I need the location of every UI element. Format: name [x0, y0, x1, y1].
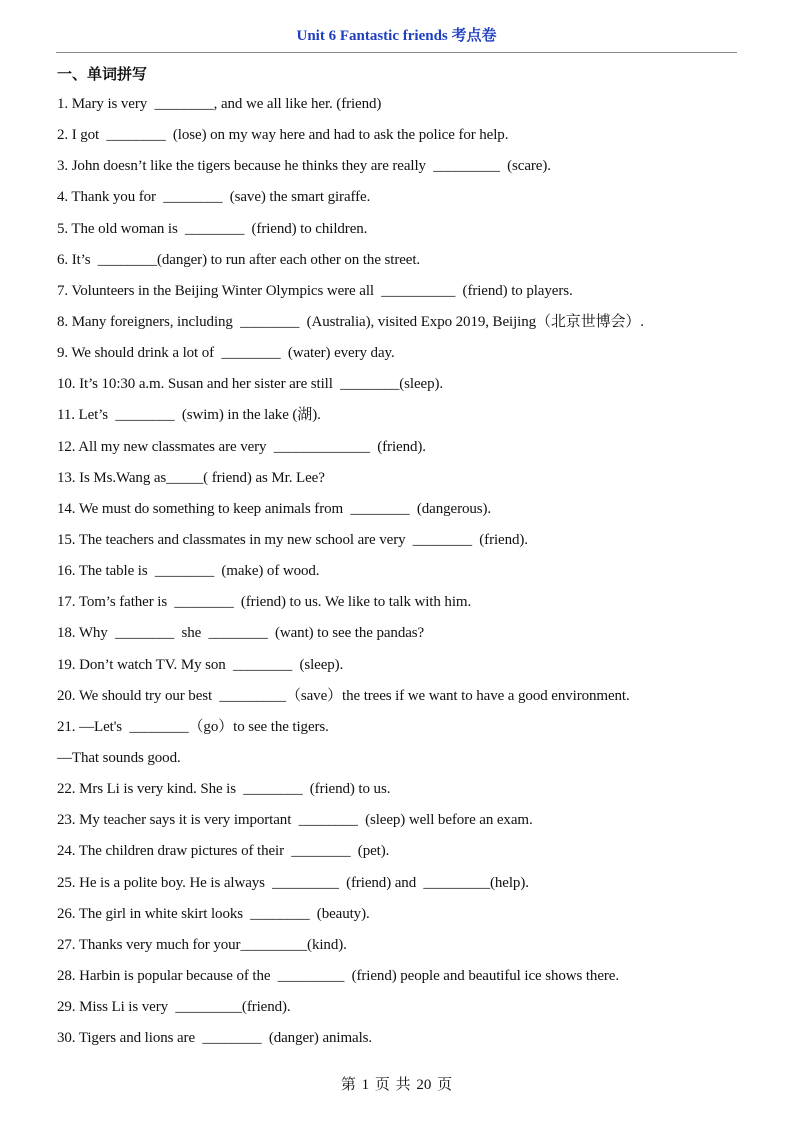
question-item: 14. We must do something to keep animals from ________ (dangerous).	[57, 500, 492, 517]
question-item: 26. The girl in white skirt looks ________ (beauty).	[57, 905, 370, 922]
question-item: 10. It’s 10:30 a.m. Susan and her sister are still ________(sleep).	[57, 376, 444, 393]
question-item: 27. Thanks very much for your_________(kind).	[57, 936, 347, 953]
question-list	[57, 93, 737, 1058]
question-item: 29. Miss Li is very _________(friend).	[57, 999, 291, 1016]
page-number: 第 1 页 共 20 页	[340, 1077, 453, 1093]
question-item: 20. We should try our best _________（save）the trees if we want to have a good environment.	[57, 687, 630, 704]
question-item: 15. The teachers and classmates in my new school are very ________ (friend).	[57, 531, 528, 548]
section-heading: 一、单词拼写	[57, 67, 148, 83]
header-divider	[56, 52, 737, 53]
question-item: 24. The children draw pictures of their ________ (pet).	[57, 843, 390, 860]
question-item: 6. It’s ________(danger) to run after each other on the street.	[57, 251, 421, 268]
document-title: Unit 6 Fantastic friends 考点卷	[296, 28, 497, 44]
question-item: 3. John doesn’t like the tigers because he thinks they are really _________ (scare).	[57, 158, 551, 175]
question-item: 9. We should drink a lot of ________ (water) every day.	[57, 345, 395, 362]
question-item: 30. Tigers and lions are ________ (danger) animals.	[57, 1030, 373, 1047]
question-item: 18. Why ________ she ________ (want) to see the pandas?	[57, 625, 425, 642]
question-item: 19. Don’t watch TV. My son ________ (sleep).	[57, 656, 344, 673]
question-item: 8. Many foreigners, including ________ (Australia), visited Expo 2019, Beijing（北京世博会）.	[57, 313, 644, 330]
question-item: 16. The table is ________ (make) of wood.	[57, 563, 320, 580]
question-item: 1. Mary is very ________, and we all like her. (friend)	[57, 96, 382, 112]
question-item: 21. —Let's ________（go）to see the tigers.	[57, 718, 329, 735]
question-item: 2. I got ________ (lose) on my way here and had to ask the police for help.	[57, 127, 509, 144]
question-item: 11. Let’s ________ (swim) in the lake (湖).	[57, 407, 321, 424]
question-item: 22. Mrs Li is very kind. She is ________ (friend) to us.	[57, 781, 391, 798]
question-item: 5. The old woman is ________ (friend) to children.	[57, 220, 368, 237]
question-item: 23. My teacher says it is very important ________ (sleep) well before an exam.	[57, 812, 533, 829]
answer-line: —That sounds good.	[57, 749, 181, 766]
question-item: 17. Tom’s father is ________ (friend) to us. We like to talk with him.	[57, 594, 472, 611]
question-item: 25. He is a polite boy. He is always _________ (friend) and _________(help).	[57, 874, 529, 891]
question-item: 4. Thank you for ________ (save) the smart giraffe.	[57, 189, 371, 206]
question-item: 28. Harbin is popular because of the _________ (friend) people and beautiful ice shows there.	[57, 967, 619, 984]
question-item: 13. Is Ms.Wang as_____( friend) as Mr. Lee?	[57, 469, 325, 486]
question-item: 12. All my new classmates are very _____________ (friend).	[57, 438, 426, 455]
question-item: 7. Volunteers in the Beijing Winter Olympics were all __________ (friend) to players.	[57, 282, 573, 299]
